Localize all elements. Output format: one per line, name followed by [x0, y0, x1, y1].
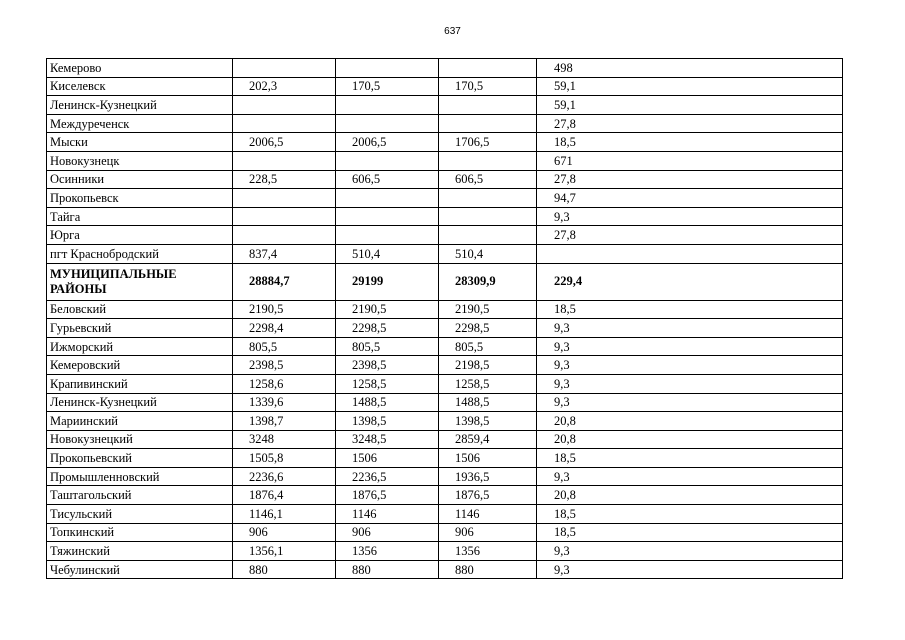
value-cell-3	[439, 207, 537, 226]
value-cell-1: 805,5	[233, 337, 336, 356]
value-cell-4: 27,8	[537, 114, 843, 133]
value-cell-4: 27,8	[537, 226, 843, 245]
value-cell-1	[233, 151, 336, 170]
value-cell-2: 2298,5	[336, 319, 439, 338]
value-cell-3	[439, 114, 537, 133]
value-cell-4	[537, 244, 843, 263]
value-cell-4: 18,5	[537, 505, 843, 524]
value-cell-3: 1706,5	[439, 133, 537, 152]
value-cell-3: 906	[439, 523, 537, 542]
value-cell-2	[336, 114, 439, 133]
value-cell-2: 1506	[336, 449, 439, 468]
value-cell-1	[233, 114, 336, 133]
value-cell-3: 2298,5	[439, 319, 537, 338]
value-cell-1: 1876,4	[233, 486, 336, 505]
row-name-cell: Новокузнецкий	[47, 430, 233, 449]
row-name-cell: Тайга	[47, 207, 233, 226]
row-name-cell: Мариинский	[47, 412, 233, 431]
row-name-cell: Новокузнецк	[47, 151, 233, 170]
table-row	[47, 356, 843, 375]
value-cell-2: 906	[336, 523, 439, 542]
value-cell-4: 9,3	[537, 467, 843, 486]
value-cell-3: 1398,5	[439, 412, 537, 431]
value-cell-4: 59,1	[537, 77, 843, 96]
value-cell-3: 1876,5	[439, 486, 537, 505]
value-cell-3: 2859,4	[439, 430, 537, 449]
value-cell-4: 9,3	[537, 337, 843, 356]
table-row	[47, 226, 843, 245]
row-name-cell: Ленинск-Кузнецкий	[47, 96, 233, 115]
table-row	[47, 505, 843, 524]
value-cell-1: 1356,1	[233, 542, 336, 561]
value-cell-3: 28309,9	[439, 263, 537, 300]
value-cell-2	[336, 151, 439, 170]
value-cell-1: 2006,5	[233, 133, 336, 152]
table-row	[47, 170, 843, 189]
value-cell-1: 2190,5	[233, 300, 336, 319]
value-cell-4: 18,5	[537, 523, 843, 542]
row-name-cell: Гурьевский	[47, 319, 233, 338]
value-cell-1: 880	[233, 560, 336, 579]
table-row	[47, 337, 843, 356]
value-cell-4: 27,8	[537, 170, 843, 189]
row-name-cell: Кемеровский	[47, 356, 233, 375]
value-cell-2: 170,5	[336, 77, 439, 96]
value-cell-3: 1258,5	[439, 374, 537, 393]
table-row	[47, 319, 843, 338]
value-cell-4: 671	[537, 151, 843, 170]
value-cell-2: 1146	[336, 505, 439, 524]
value-cell-4: 9,3	[537, 560, 843, 579]
value-cell-3: 1488,5	[439, 393, 537, 412]
table-row	[47, 523, 843, 542]
value-cell-2	[336, 189, 439, 208]
value-cell-2: 606,5	[336, 170, 439, 189]
row-name-cell: Мыски	[47, 133, 233, 152]
page-number: 637	[444, 26, 461, 37]
row-name-cell: Таштагольский	[47, 486, 233, 505]
value-cell-2: 1356	[336, 542, 439, 561]
value-cell-1: 1505,8	[233, 449, 336, 468]
row-name-cell: Междуреченск	[47, 114, 233, 133]
value-cell-2: 1876,5	[336, 486, 439, 505]
value-cell-2: 1488,5	[336, 393, 439, 412]
row-name-cell: Крапивинский	[47, 374, 233, 393]
value-cell-3: 880	[439, 560, 537, 579]
value-cell-4: 20,8	[537, 430, 843, 449]
value-cell-1: 1258,6	[233, 374, 336, 393]
row-name-cell: Осинники	[47, 170, 233, 189]
table-body	[47, 59, 843, 579]
row-name-cell: Топкинский	[47, 523, 233, 542]
value-cell-1: 1146,1	[233, 505, 336, 524]
table-row	[47, 374, 843, 393]
table-row	[47, 96, 843, 115]
value-cell-2	[336, 226, 439, 245]
value-cell-4: 18,5	[537, 449, 843, 468]
value-cell-3	[439, 59, 537, 78]
value-cell-1: 2398,5	[233, 356, 336, 375]
value-cell-1	[233, 96, 336, 115]
value-cell-2: 1258,5	[336, 374, 439, 393]
row-name-cell: Киселевск	[47, 77, 233, 96]
value-cell-2: 2236,5	[336, 467, 439, 486]
value-cell-3	[439, 226, 537, 245]
table-row	[47, 412, 843, 431]
value-cell-3: 1506	[439, 449, 537, 468]
value-cell-2: 880	[336, 560, 439, 579]
value-cell-4: 18,5	[537, 133, 843, 152]
value-cell-2	[336, 59, 439, 78]
row-name-cell: Прокопьевск	[47, 189, 233, 208]
value-cell-3: 606,5	[439, 170, 537, 189]
table-row	[47, 560, 843, 579]
table-row	[47, 133, 843, 152]
row-name-cell: Чебулинский	[47, 560, 233, 579]
value-cell-4: 9,3	[537, 356, 843, 375]
table-row	[47, 207, 843, 226]
value-cell-4: 9,3	[537, 374, 843, 393]
value-cell-4: 18,5	[537, 300, 843, 319]
value-cell-2: 1398,5	[336, 412, 439, 431]
table-row	[47, 430, 843, 449]
value-cell-4: 9,3	[537, 393, 843, 412]
value-cell-3: 2190,5	[439, 300, 537, 319]
row-name-cell: Ленинск-Кузнецкий	[47, 393, 233, 412]
value-cell-3	[439, 151, 537, 170]
value-cell-4: 229,4	[537, 263, 843, 300]
table-row	[47, 486, 843, 505]
table-row	[47, 263, 843, 300]
table-row	[47, 151, 843, 170]
value-cell-2: 29199	[336, 263, 439, 300]
value-cell-2	[336, 96, 439, 115]
value-cell-1: 28884,7	[233, 263, 336, 300]
value-cell-2: 510,4	[336, 244, 439, 263]
value-cell-1: 1339,6	[233, 393, 336, 412]
value-cell-2: 805,5	[336, 337, 439, 356]
row-name-cell: Тяжинский	[47, 542, 233, 561]
value-cell-1: 2298,4	[233, 319, 336, 338]
data-table	[46, 58, 843, 579]
value-cell-1	[233, 59, 336, 78]
value-cell-3	[439, 189, 537, 208]
row-name-cell: Промышленновский	[47, 467, 233, 486]
value-cell-4: 20,8	[537, 412, 843, 431]
value-cell-2: 2398,5	[336, 356, 439, 375]
value-cell-3: 1356	[439, 542, 537, 561]
table-row	[47, 393, 843, 412]
value-cell-1: 1398,7	[233, 412, 336, 431]
row-name-cell: Тисульский	[47, 505, 233, 524]
value-cell-2: 2006,5	[336, 133, 439, 152]
value-cell-4: 9,3	[537, 207, 843, 226]
value-cell-2	[336, 207, 439, 226]
value-cell-3: 805,5	[439, 337, 537, 356]
value-cell-1	[233, 207, 336, 226]
table-row	[47, 449, 843, 468]
row-name-cell: Юрга	[47, 226, 233, 245]
value-cell-2: 3248,5	[336, 430, 439, 449]
table-row	[47, 300, 843, 319]
row-name-cell: Прокопьевский	[47, 449, 233, 468]
value-cell-4: 94,7	[537, 189, 843, 208]
table-row	[47, 244, 843, 263]
value-cell-2: 2190,5	[336, 300, 439, 319]
value-cell-3: 510,4	[439, 244, 537, 263]
value-cell-3: 1146	[439, 505, 537, 524]
table-row	[47, 189, 843, 208]
value-cell-1: 837,4	[233, 244, 336, 263]
value-cell-1: 228,5	[233, 170, 336, 189]
value-cell-1	[233, 189, 336, 208]
value-cell-1: 202,3	[233, 77, 336, 96]
value-cell-4: 498	[537, 59, 843, 78]
value-cell-4: 59,1	[537, 96, 843, 115]
table-row	[47, 114, 843, 133]
row-name-cell: Беловский	[47, 300, 233, 319]
table-row	[47, 77, 843, 96]
value-cell-1: 2236,6	[233, 467, 336, 486]
table-row	[47, 467, 843, 486]
row-name-cell: Ижморский	[47, 337, 233, 356]
value-cell-1	[233, 226, 336, 245]
row-name-cell: МУНИЦИПАЛЬНЫЕ РАЙОНЫ	[47, 263, 233, 300]
value-cell-4: 9,3	[537, 542, 843, 561]
table-row	[47, 542, 843, 561]
row-name-cell: пгт Краснобродский	[47, 244, 233, 263]
value-cell-4: 20,8	[537, 486, 843, 505]
table-row	[47, 59, 843, 78]
value-cell-3	[439, 96, 537, 115]
value-cell-3: 170,5	[439, 77, 537, 96]
value-cell-1: 906	[233, 523, 336, 542]
value-cell-3: 1936,5	[439, 467, 537, 486]
value-cell-4: 9,3	[537, 319, 843, 338]
value-cell-3: 2198,5	[439, 356, 537, 375]
row-name-cell: Кемерово	[47, 59, 233, 78]
value-cell-1: 3248	[233, 430, 336, 449]
